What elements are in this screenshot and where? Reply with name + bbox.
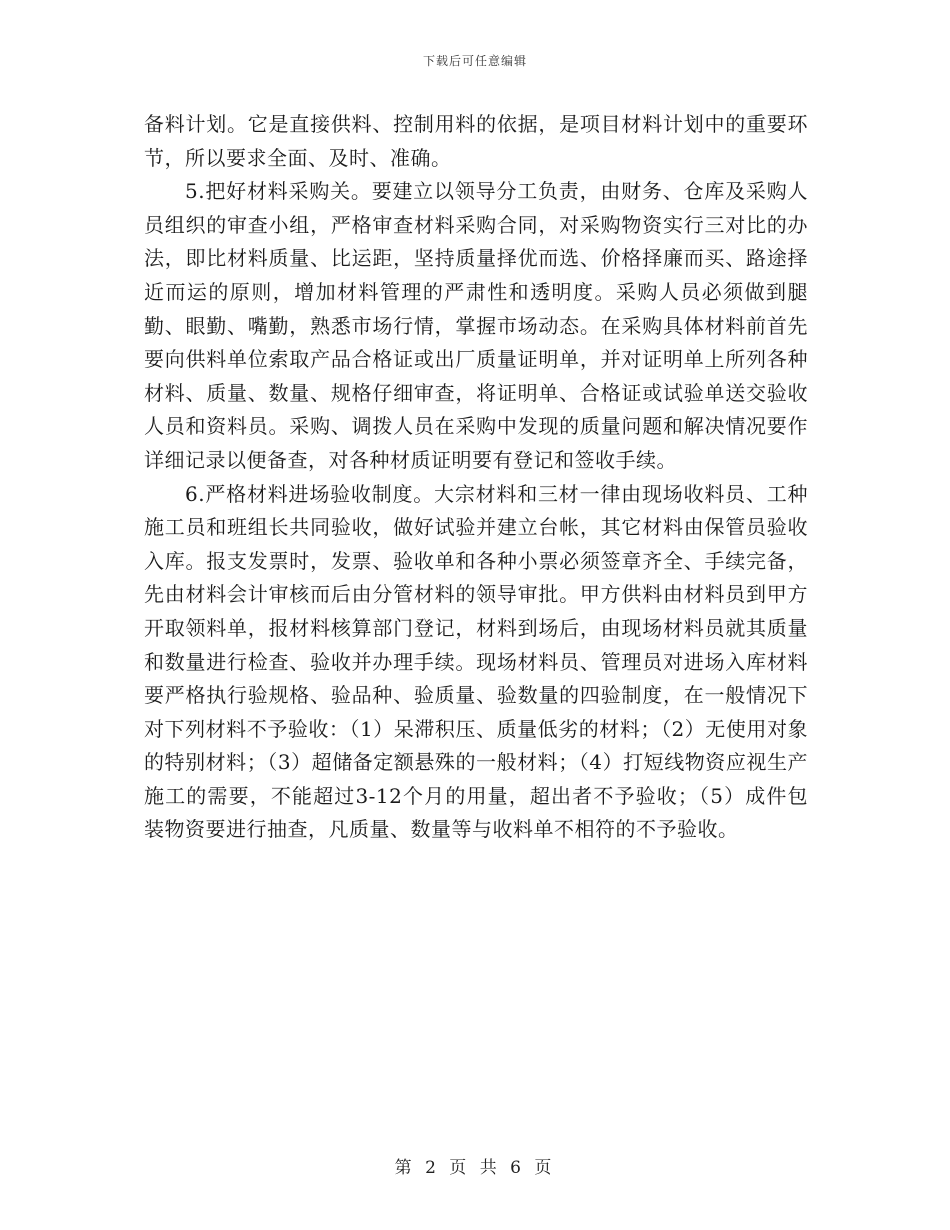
page-header: 下载后可任意编辑: [422, 54, 527, 68]
paragraph-continuation: 备料计划。它是直接供料、控制用料的依据，是项目材料计划中的重要环节，所以要求全面、及时、准确。: [144, 112, 808, 170]
document-body: [144, 108, 808, 847]
page-number-footer: 第 2 页 共 6 页: [394, 1158, 556, 1178]
paragraph-item-5: 5.把好材料采购关。要建立以领导分工负责，由财务、仓库及采购人员组织的审查小组，严格审查材料采购合同，对采购物资实行三对比的办法，即比材料质量、比运距，坚持质量择优而选、价格择廉而买、路途择近而运的原则，增加材料管理的严肃性和透明度。采购人员必须做到腿勤、眼勤、嘴勤，熟悉市场行情，掌握市场动态。在采购具体材料前首先要向供料单位索取产品合格证或出厂质量证明单，并对证明单上所列各种材料、质量、数量、规格仔细审查，将证明单、合格证或试验单送交验收人员和资料员。采购、调拨人员在采购中发现的质量问题和解决情况要作详细记录以便备查，对各种材质证明要有登记和签收手续。: [144, 179, 808, 472]
paragraph-item-6: 6.严格材料进场验收制度。大宗材料和三材一律由现场收料员、工种施工员和班组长共同验收，做好试验并建立台帐，其它材料由保管员验收入库。报支发票时，发票、验收单和各种小票必须签章齐全、手续完备，先由材料会计审核而后由分管材料的领导审批。甲方供料由材料员到甲方开取领料单，报材料核算部门登记，材料到场后，由现场材料员就其质量和数量进行检查、验收并办理手续。现场材料员、管理员对进场入库材料要严格执行验规格、验品种、验质量、验数量的四验制度，在一般情况下对下列材料不予验收：（1）呆滞积压、质量低劣的材料；（2）无使用对象的特别材料；（3）超储备定额悬殊的一般材料；（4）打短线物资应视生产施工的需要，不能超过3-12个月的用量，超出者不予验收；（5）成件包装物资要进行抽查，凡质量、数量等与收料单不相符的不予验收。: [144, 481, 808, 842]
